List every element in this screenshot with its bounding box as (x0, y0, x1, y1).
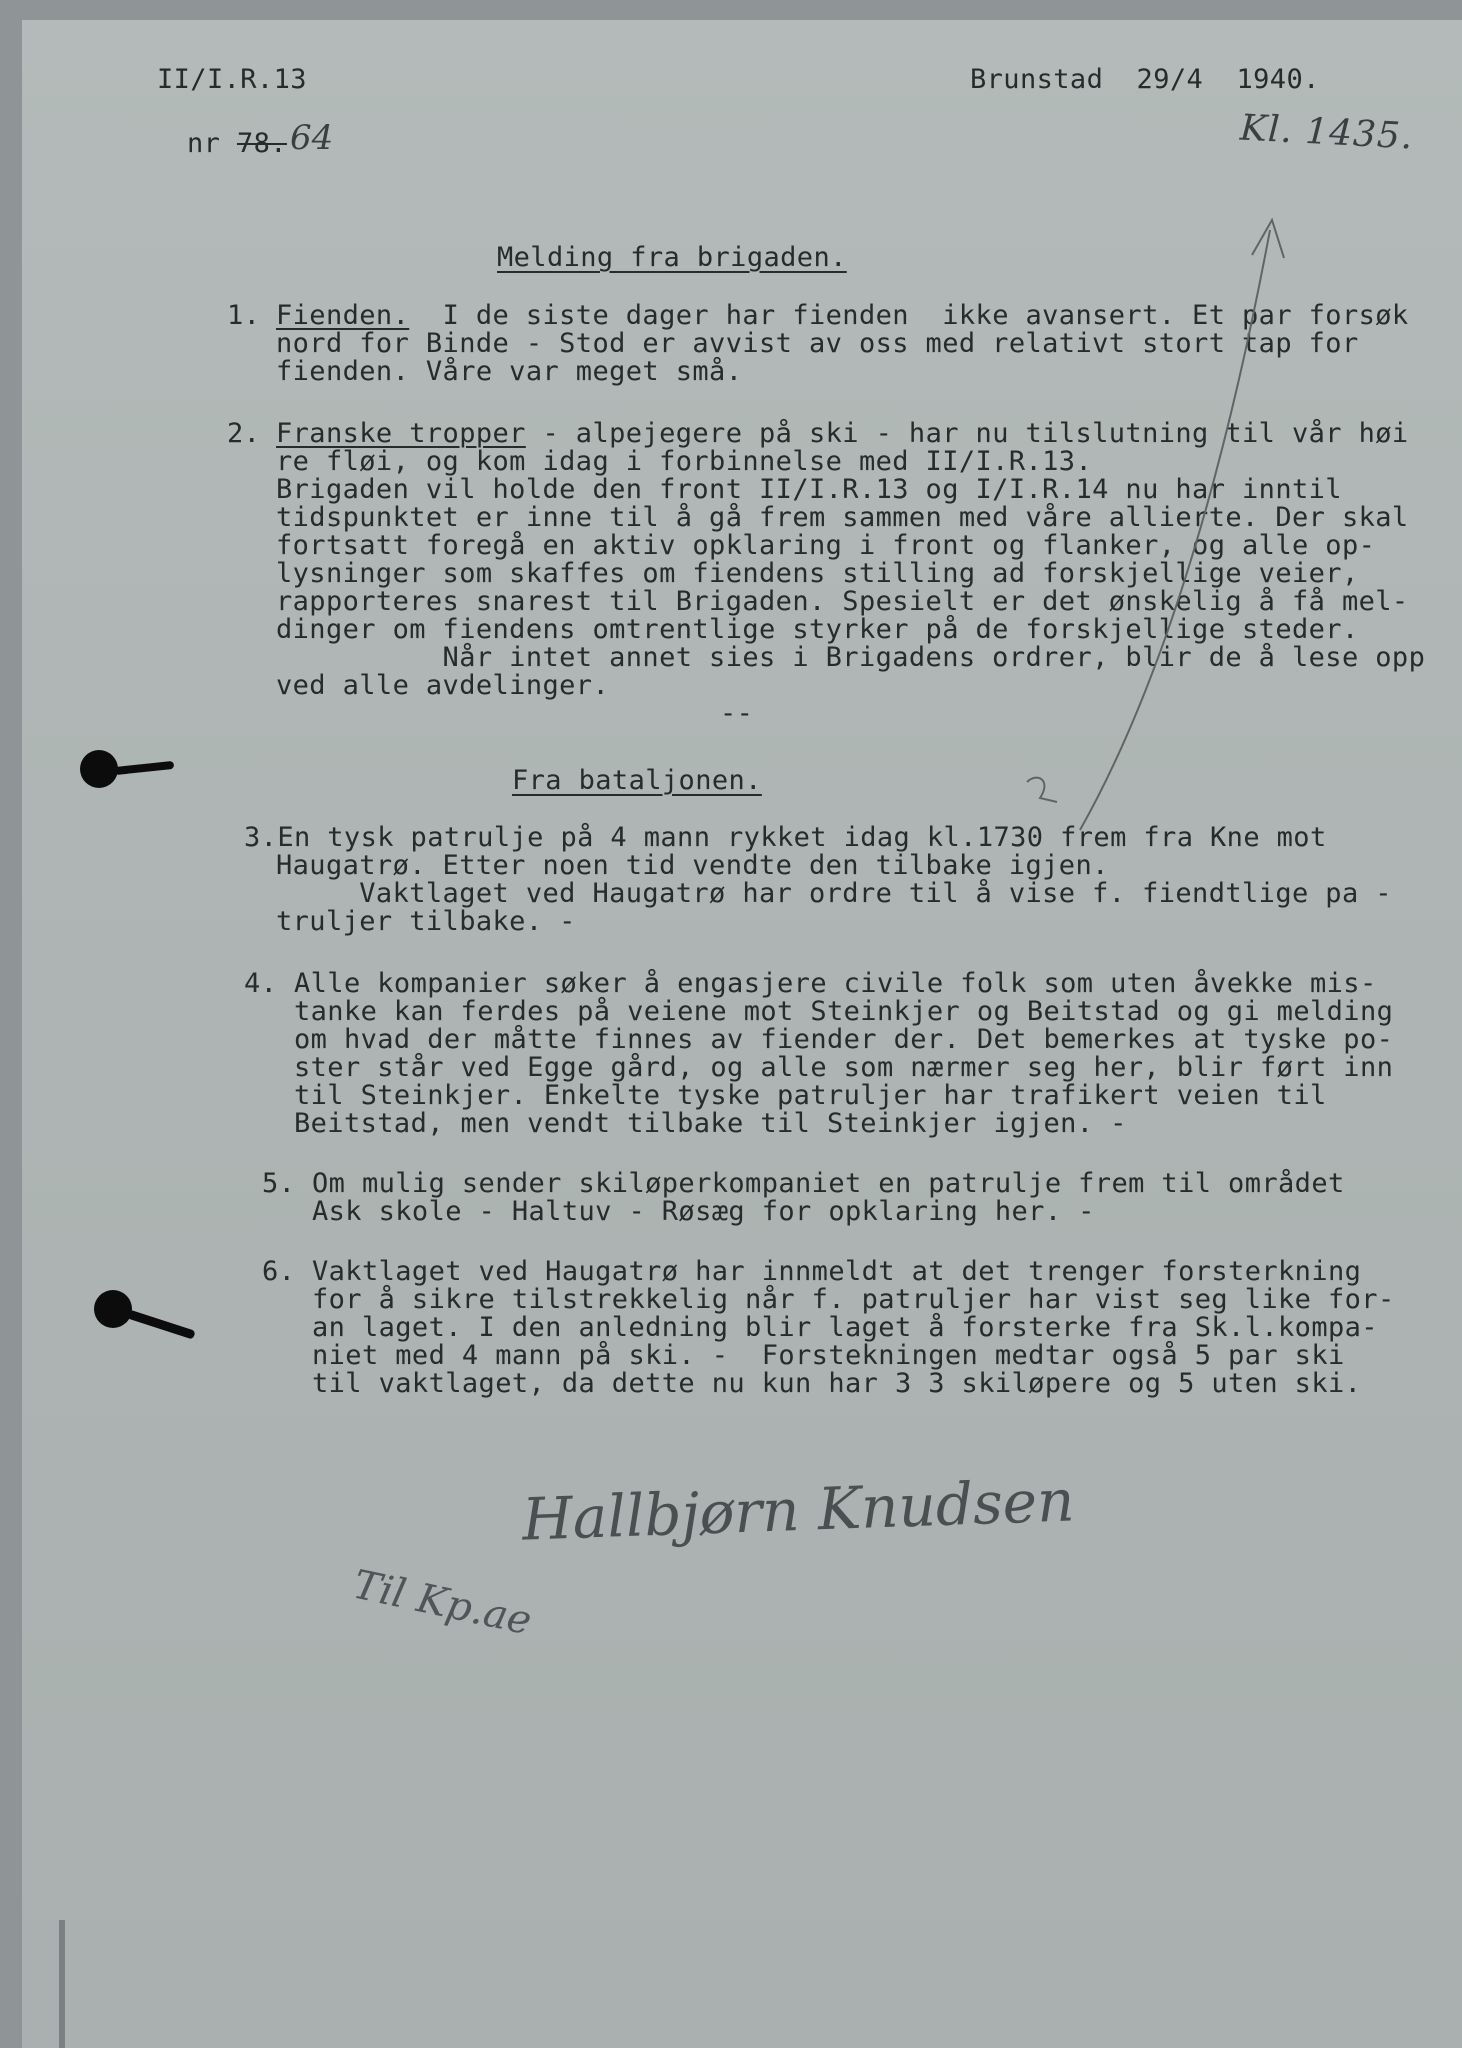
item-1-line-1: I de siste dager har fienden ikke avansert. Et par forsøk (442, 300, 1409, 331)
item-4-line-5: Beitstad, men vendt tilbake til Steinkjer igjen. - (294, 1108, 1127, 1139)
item-2-line-2: re fløi, og kom idag i forbinnelse med II/I.R.13. (276, 446, 1093, 477)
item-4-line-3: ster står ved Egge gård, og alle som nærmer seg her, blir ført inn (294, 1052, 1394, 1083)
item-4-line-4: til Steinkjer. Enkelte tyske patruljer har trafikert veien til (294, 1080, 1327, 1111)
item-number-3: 3. (244, 822, 278, 853)
item-5-line-1: Ask skole - Haltuv - Røsæg for opklaring her. - (312, 1196, 1095, 1227)
item-4-line-1: tanke kan ferdes på veiene mot Steinkjer og Beitstad og gi melding (294, 996, 1394, 1027)
handwritten-annotation: Til Kp.ae (349, 1561, 536, 1645)
item-5-line-0: Om mulig sender skiløperkompaniet en patrulje frem til området (312, 1168, 1345, 1199)
number-label: nr (187, 128, 237, 159)
item-number-4: 4. (244, 968, 278, 999)
item-3-line-2: Vaktlaget ved Haugatrø har ordre til å vise f. fiendtlige pa - (276, 878, 1392, 909)
item-6-line-4: til vaktlaget, da dette nu kun har 3 3 skiløpere og 5 uten ski. (312, 1368, 1362, 1399)
item-2-line-9: Når intet annet sies i Brigadens ordrer, blir de å lese opp (276, 642, 1426, 673)
punch-hole-bottom (94, 1290, 132, 1328)
document-page (22, 20, 1462, 2048)
item-number-2: 2. (227, 418, 261, 449)
item-number-1: 1. (227, 300, 261, 331)
item-2-line-7: rapporteres snarest til Brigaden. Spesielt er det ønskelig å få mel- (276, 586, 1409, 617)
unit-reference: II/I.R.13 (157, 64, 307, 95)
item-6-line-0: Vaktlaget ved Haugatrø har innmeldt at det trenger forsterkning (312, 1256, 1362, 1287)
item-3-line-0: En tysk patrulje på 4 mann rykket idag kl.1730 frem fra Kne mot (277, 822, 1327, 853)
item-6-line-3: niet med 4 mann på ski. - Forstekningen medtar også 5 par ski (312, 1340, 1345, 1371)
section-separator: -- (720, 698, 754, 729)
item-2-line-3: Brigaden vil holde den front II/I.R.13 og I/I.R.14 nu har inntil (276, 474, 1342, 505)
item-6-line-2: an laget. I den anledning blir laget å forsterke fra Sk.l.kompa- (312, 1312, 1378, 1343)
item-2-line-10: ved alle avdelinger. (276, 670, 610, 701)
item-head-franske: Franske tropper (276, 418, 526, 449)
item-head-fienden: Fienden. (276, 300, 410, 331)
pencil-marks (22, 20, 1462, 2048)
number-struck: 78. (236, 128, 287, 159)
section-title-brigade: Melding fra brigaden. (497, 242, 847, 273)
section-title-battalion: Fra bataljonen. (512, 765, 762, 796)
item-3-line-3: truljer tilbake. - (276, 906, 576, 937)
place-date: Brunstad 29/4 1940. (970, 64, 1320, 95)
item-number-6: 6. (262, 1256, 296, 1287)
item-1-line-3: fienden. Våre var meget små. (276, 356, 743, 387)
item-4-line-0: Alle kompanier søker å engasjere civile folk som uten åvekke mis- (294, 968, 1377, 999)
item-2-line-4: tidspunktet er inne til å gå frem sammen med våre allierte. Der skal (276, 502, 1409, 533)
punch-hole-top (80, 750, 118, 788)
item-6-line-1: for å sikre tilstrekkelig når f. patruljer har vist seg like for- (312, 1284, 1395, 1315)
item-2-line-8: dinger om fiendens omtrentlige styrker på de forskjellige steder. (276, 614, 1359, 645)
pencil-scribble (1027, 778, 1057, 802)
pencil-arrow-line (1080, 230, 1270, 830)
item-2-line-6: lysninger som skaffes om fiendens stilling ad forskjellige veier, (276, 558, 1359, 589)
signature: Hallbjørn Knudsen (520, 1466, 1076, 1554)
item-4-line-2: om hvad der måtte finnes av fiender der. Det bemerkes at tyske po- (294, 1024, 1394, 1055)
handwritten-number: 64 (290, 118, 334, 158)
handwritten-time: Kl. 1435. (1239, 107, 1415, 158)
item-1-line-2: nord for Binde - Stod er avvist av oss med relativt stort tap for (276, 328, 1359, 359)
item-2-line-5: fortsatt foregå en aktiv opklaring i front og flanker, og alle op- (276, 530, 1376, 561)
item-number-5: 5. (262, 1168, 296, 1199)
item-3-line-1: Haugatrø. Etter noen tid vendte den tilbake igjen. (276, 850, 1109, 881)
item-2-line-1: - alpejegere på ski - har nu tilslutning til vår høi (525, 418, 1409, 449)
